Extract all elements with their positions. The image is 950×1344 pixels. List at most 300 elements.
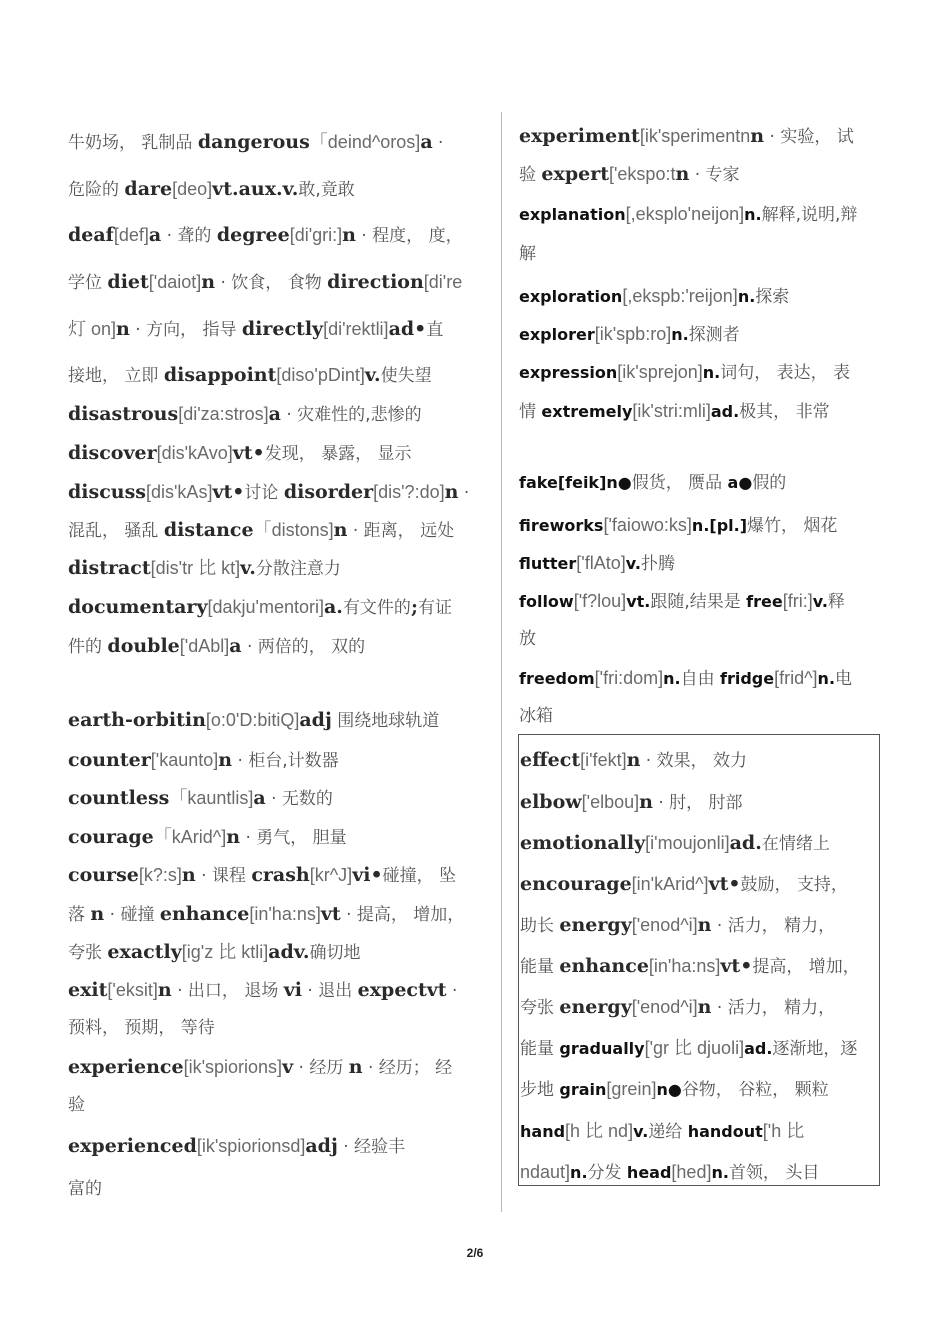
definition-text: 富的 [68,1179,102,1199]
headword-text: a [148,224,162,246]
definition-text: 发现， 暴露， 显示 [264,444,412,464]
definition-text: 牛奶场， 乳制品 [68,133,198,153]
entry-line [519,627,536,651]
entry-line [68,825,347,850]
entry-line [68,595,452,620]
definition-text: · [446,981,458,1001]
headword-text: n [675,163,690,185]
phonetic-text: [di'za:stros] [178,404,269,424]
entry-line [68,223,463,248]
entry-line [520,872,848,897]
phonetic-text: 「kauntlis] [169,788,254,808]
entry-line [519,471,786,495]
headword-text: v. [364,364,381,386]
phonetic-text: [dis'?:do] [373,482,445,502]
definition-text: · 无数的 [265,789,333,809]
entry-line [68,634,365,659]
entry-line [68,270,462,295]
phonetic-text: ndaut] [520,1162,571,1182]
headword-text: ad. [744,1039,773,1058]
phonetic-text: [ik'stri:mli] [632,401,711,421]
headword-text: direction [327,271,424,293]
headword-text: experienced [68,1135,197,1157]
phonetic-text: ['faiowo:ks] [603,515,692,535]
phonetic-text: [hed] [671,1162,712,1182]
headword-text: n. [702,363,721,382]
definition-text: 步地 [520,1080,560,1100]
headword-text: vi• [352,864,383,886]
definition-text: 围绕地球轨道 [331,711,440,731]
headword-text: n [116,318,130,340]
definition-text: 扑腾 [640,554,675,574]
definition-text: 递给 [648,1122,688,1142]
headword-text: exactly [107,941,182,963]
headword-text: n [157,979,172,1001]
phonetic-text: ['fri:dom] [594,668,664,688]
phonetic-text: [ik'spiorions] [183,1057,283,1077]
headword-text: dare [124,178,173,200]
entry-line [519,704,553,728]
headword-text: effect [520,749,581,771]
entry-line [520,913,835,938]
entry-line [520,1077,829,1102]
headword-text: encourage [520,873,632,895]
phonetic-text: [dis'tr 比 kt] [150,558,241,578]
entry-line [68,1093,85,1117]
definition-text: 爆竹， 烟花 [747,516,838,536]
headword-text: flutter [519,554,577,573]
phonetic-text: ['daiot] [148,272,202,292]
entry-line [520,954,860,979]
phonetic-text: [o:0'D:bitiQ] [205,710,300,730]
phonetic-text: [kr^J] [309,865,353,885]
entry-line [520,790,743,815]
definition-text: · 经历； 经 [362,1058,453,1078]
phonetic-text: ['eksit] [107,980,158,1000]
entry-line [519,589,845,614]
definition-text: · 经验丰 [337,1137,406,1157]
headword-text: courage [68,826,154,848]
entry-line [68,317,443,342]
headword-text: ad. [729,832,762,854]
definition-text: 验 [519,165,542,185]
entry-line [68,1055,452,1080]
definition-text: · 距离， 远处 [347,521,455,541]
headword-text: countless [68,787,170,809]
headword-text: freedom [519,669,595,688]
definition-text: 在情绪上 [761,834,830,854]
definition-text: 夸张 [520,998,560,1018]
headword-text: vt.aux.v. [212,178,299,200]
headword-text: experiment [519,125,640,147]
definition-text: 提高， 增加， [752,957,860,977]
headword-text: enhance [159,903,250,925]
headword-text: n [333,519,348,541]
phonetic-text: [h 比 nd] [565,1121,634,1141]
phonetic-text: [k?:s] [138,865,182,885]
phonetic-text: ['enod^i] [631,915,698,935]
vocabulary-box [518,734,880,1186]
headword-text: vt• [212,481,245,503]
headword-text: counter [68,749,151,771]
definition-text: 电 [835,669,853,689]
headword-text: n● [656,1080,682,1099]
headword-text: experience [68,1056,184,1078]
definition-text: 能量 [520,957,560,977]
phonetic-text: [in'ha:ns] [648,956,721,976]
headword-text: handout [687,1122,763,1141]
headword-text: n [226,826,241,848]
headword-text: follow [519,592,574,611]
definition-text: · 柜台,计数器 [232,751,339,771]
entry-line [519,322,740,347]
definition-text: 碰撞， 坠 [382,866,456,886]
definition-text: 夸张 [68,943,108,963]
headword-text: degree [216,224,290,246]
entry-line [520,748,747,773]
headword-text: n. [671,325,689,344]
headword-text: n. [744,205,762,224]
headword-text: exploration [519,287,623,306]
definition-text: 有文件的 [342,598,411,618]
column-divider [501,112,502,1212]
headword-text: n.[pl.] [691,516,748,535]
phonetic-text: [def] [113,225,149,245]
phonetic-text: [ik'sperimentn [639,126,751,146]
headword-text: disorder [283,481,374,503]
definition-text: · 课程 [195,866,252,886]
headword-text: n [750,125,765,147]
headword-text: v. [812,592,828,611]
phonetic-text: ['h 比 [762,1121,805,1141]
phonetic-text: ['ekspo:t [608,164,676,184]
headword-text: elbow [520,791,582,813]
definition-text: 逐渐地，逐 [772,1039,858,1059]
definition-text: 学位 [68,273,108,293]
definition-text: · 活力， 精力， [711,916,836,936]
entry-line [68,441,412,466]
definition-text: 预料， 预期， 等待 [68,1018,215,1038]
headword-text: diet [107,271,149,293]
definition-text: · 程度， 度， [355,226,463,246]
entry-line [68,863,456,888]
entry-line [68,786,333,811]
headword-text: energy [559,914,632,936]
headword-text: energy [559,996,632,1018]
phonetic-text: 「deind^oros] [309,132,421,152]
definition-text: 件的 [68,637,108,657]
definition-text: 危险的 [68,180,125,200]
entry-line [519,551,675,576]
phonetic-text: ['f?lou] [573,591,627,611]
entry-line [68,363,432,388]
headword-text: adj [305,1135,338,1157]
headword-text: adv. [268,941,310,963]
headword-text: grain [559,1080,607,1099]
headword-text: vt• [708,873,741,895]
phonetic-text: [ig'z 比 ktli] [181,942,269,962]
entry-line [68,518,454,543]
phonetic-text: [grein] [606,1079,657,1099]
entry-line [68,480,469,505]
headword-text: v [282,1056,294,1078]
phonetic-text: ['kaunto] [150,750,219,770]
definition-text: 假的 [752,473,787,493]
phonetic-text: [in'ha:ns] [249,904,321,924]
headword-text: dangerous [197,131,310,153]
phonetic-text: [diso'pDint] [276,365,365,385]
definition-text: 自由 [680,669,720,689]
headword-text: n [697,996,712,1018]
entry-line [519,399,830,424]
headword-text: extremely [541,402,633,421]
headword-text: earth-orbitin [68,709,206,731]
headword-text: adj [299,709,332,731]
definition-text: · 实验， 试 [764,127,854,147]
entry-line [519,284,789,309]
definition-text: 谷物， 谷粒， 颗粒 [681,1080,829,1100]
definition-text: 鼓励， 支持， [740,875,848,895]
phonetic-text: 灯 on] [68,319,117,339]
phonetic-text: [ik'spb:ro] [594,324,672,344]
phonetic-text: ['elbou] [581,792,640,812]
headword-text: discuss [68,481,146,503]
definition-text: 分发 [587,1163,627,1183]
headword-text: ad• [388,318,427,340]
definition-text: · 活力， 精力， [711,998,836,1018]
headword-text: a. [324,596,343,618]
definition-text: 讨论 [244,483,284,503]
headword-text: n. [817,669,836,688]
headword-text: discover [68,442,157,464]
definition-text: 能量 [520,1039,560,1059]
definition-text: 探测者 [688,325,740,345]
phonetic-text: [di're [423,272,463,292]
headword-text: n [444,481,459,503]
phonetic-text: [i'fekt] [580,750,627,770]
definition-text: · 勇气， 胆量 [240,828,347,848]
definition-text: · 效果， 效力 [640,751,748,771]
entry-line [519,124,854,149]
entry-line [68,1134,405,1159]
definition-text: 直 [426,320,444,340]
phonetic-text: 「distons] [253,520,334,540]
headword-text: n. [711,1163,729,1182]
headword-text: n [697,914,712,936]
definition-text: 使失望 [380,366,432,386]
phonetic-text: [fri:] [782,591,813,611]
headword-text: deaf [68,224,114,246]
definition-text: · 两倍的， 双的 [241,637,366,657]
definition-text: 释 [827,592,845,612]
headword-text: expert [541,163,609,185]
entry-line [520,831,830,856]
headword-text: n [181,864,196,886]
entry-line [68,748,339,773]
entry-line [520,1119,804,1144]
phonetic-text: [dakju'mentori] [207,597,324,617]
headword-text: v. [625,554,641,573]
definition-text: 有证 [417,598,452,618]
headword-text: fake[feik]n● [519,473,632,492]
phonetic-text: ['enod^i] [631,997,698,1017]
headword-text: hand [520,1122,566,1141]
headword-text: ad. [710,402,740,421]
headword-text: documentary [68,596,208,618]
definition-text: · 聋的 [161,226,217,246]
entry-line [68,177,355,202]
headword-text: free [746,592,783,611]
entry-line [519,242,536,266]
phonetic-text: [in'kArid^] [631,874,709,894]
phonetic-text: [di'rektli] [323,319,389,339]
phonetic-text: 「kArid^] [153,827,227,847]
headword-text: exit [68,979,108,1001]
headword-text: n. [663,669,681,688]
definition-text: 落 [68,905,91,925]
headword-text: a [268,403,281,425]
definition-text: · 方向， 指导 [129,320,242,340]
definition-text: · 退出 [302,981,358,1001]
definition-text: · 提高， 增加， [340,905,465,925]
definition-text: 解释,说明,辩 [761,205,858,225]
definition-text: 跟随,结果是 [650,592,747,612]
headword-text: enhance [559,955,649,977]
definition-text: 助长 [520,916,560,936]
headword-text: vt• [232,442,265,464]
headword-text: crash [251,864,310,886]
headword-text: a● [727,473,753,492]
headword-text: n. [570,1163,588,1182]
definition-text: 敢,竟敢 [298,180,355,200]
headword-text: n [639,791,653,813]
phonetic-text: [deo] [172,179,213,199]
phonetic-text: [dis'kAvo] [156,443,233,463]
entry-line [520,995,835,1020]
entry-line [68,1016,215,1040]
headword-text: vt. [626,592,651,611]
definition-text: 冰箱 [519,706,553,726]
definition-text: 词句， 表达， 表 [720,363,851,383]
headword-text: v. [240,557,256,579]
entry-line [68,940,361,965]
headword-text: n [626,749,641,771]
headword-text: double [107,635,180,657]
phonetic-text: [i'moujonli] [645,833,730,853]
headword-text: a [229,635,242,657]
entry-line [520,1160,819,1185]
headword-text: n [90,903,105,925]
definition-text: · [432,133,444,153]
headword-text: vi [283,979,302,1001]
definition-text: · 灾难性的,悲惨的 [280,405,422,425]
definition-text: 情 [519,402,542,422]
headword-text: n [218,749,233,771]
definition-text: · 出口， 退场 [171,981,284,1001]
phonetic-text: ['dAbl] [179,636,230,656]
headword-text: expectvt [357,979,447,1001]
headword-text: n [201,271,216,293]
headword-text: emotionally [520,832,646,854]
phonetic-text: ['flAto] [576,553,626,573]
headword-text: a [420,131,433,153]
entry-line [519,162,740,187]
headword-text: disappoint [163,364,277,386]
headword-text: fridge [720,669,775,688]
headword-text: explanation [519,205,626,224]
entry-line [68,556,341,581]
headword-text: fireworks [519,516,604,535]
entry-line [519,513,837,538]
headword-text: distance [163,519,254,541]
entry-line [519,202,857,227]
phonetic-text: [ik'sprejon] [617,362,703,382]
definition-text: · 肘， 肘部 [652,793,743,813]
headword-text: distract [68,557,151,579]
phonetic-text: [,eksplo'neijon] [625,204,745,224]
definition-text: 混乱， 骚乱 [68,521,164,541]
entry-line [68,130,443,155]
definition-text: 放 [519,629,536,649]
headword-text: gradually [559,1039,645,1058]
definition-text: 接地， 立即 [68,366,164,386]
definition-text: 验 [68,1095,85,1115]
headword-text: directly [241,318,324,340]
entry-line [68,1177,102,1201]
definition-text: 解 [519,244,536,264]
headword-text: n. [737,287,756,306]
entry-line [519,360,850,385]
definition-text: 确切地 [309,943,361,963]
phonetic-text: [dis'kAs] [145,482,213,502]
page-number: 2/6 [466,1246,484,1260]
entry-line [68,902,464,927]
headword-text: course [68,864,139,886]
entry-line [520,1036,857,1061]
definition-text: 假货， 赝品 [631,473,728,493]
entry-line [68,402,422,427]
headword-text: head [626,1163,672,1182]
definition-text: · 经历 [293,1058,349,1078]
definition-text: 分散注意力 [255,559,341,579]
definition-text: · 碰撞 [104,905,160,925]
headword-text: vt [320,903,341,925]
entry-line [519,666,852,691]
headword-text: ; [410,596,418,618]
phonetic-text: [,ekspb:'reijon] [622,286,738,306]
definition-text: · 饮食， 食物 [215,273,328,293]
definition-text: 首领， 头目 [728,1163,820,1183]
entry-line [68,978,457,1003]
definition-text: 极其， 非常 [739,402,830,422]
phonetic-text: [di'gri:] [289,225,343,245]
headword-text: v. [633,1122,649,1141]
headword-text: n [342,224,356,246]
headword-text: disastrous [68,403,179,425]
phonetic-text: ['gr 比 djuoli] [644,1038,745,1058]
definition-text: · 专家 [689,165,740,185]
phonetic-text: [frid^] [774,668,818,688]
headword-text: a [253,787,266,809]
headword-text: expression [519,363,618,382]
headword-text: n [348,1056,363,1078]
headword-text: explorer [519,325,595,344]
headword-text: vt• [720,955,753,977]
definition-text: 探索 [755,287,790,307]
entry-line [68,708,439,733]
definition-text: · [458,483,470,503]
phonetic-text: [ik'spiorionsd] [196,1136,306,1156]
